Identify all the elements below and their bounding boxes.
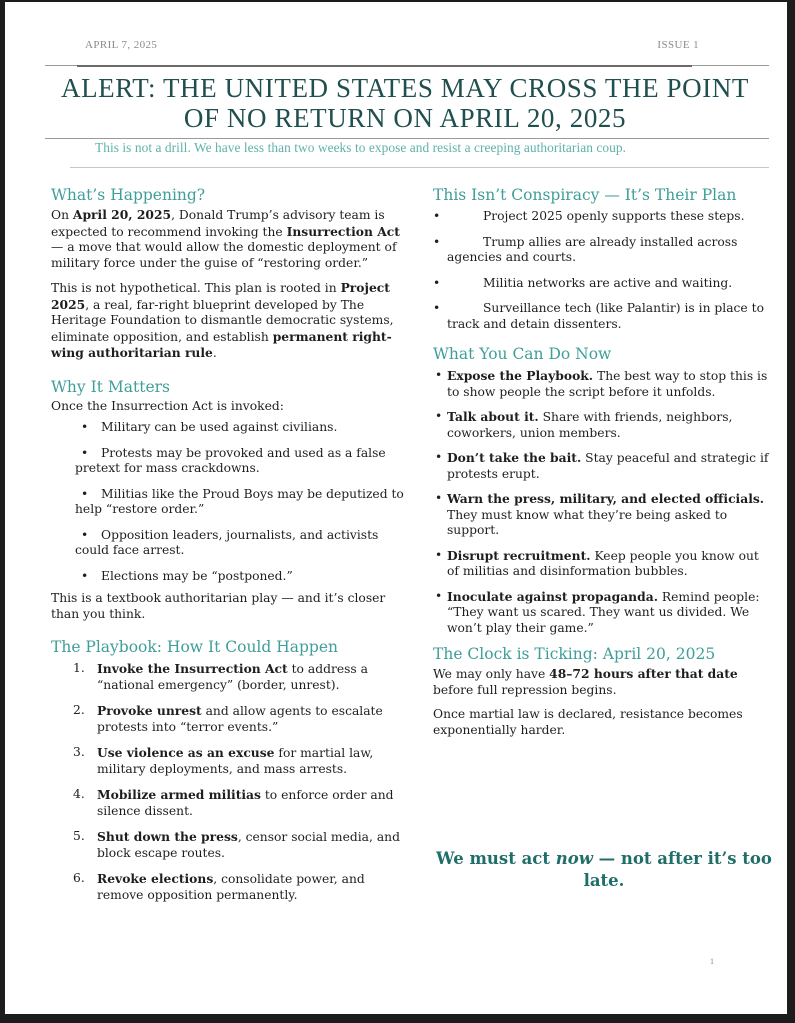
- list-item-lead: Provoke unrest: [97, 703, 202, 718]
- bullet-icon: •: [81, 568, 89, 583]
- list-item-text: Elections may be “postponed.”: [101, 568, 293, 583]
- list-item-text: to enforce order and silence dissent.: [97, 788, 394, 818]
- list-item: [51, 487, 411, 518]
- list-item: [433, 209, 773, 225]
- list-item: [433, 368, 773, 400]
- bullet-icon: •: [81, 486, 89, 501]
- section-conspiracy: [433, 185, 773, 332]
- list-item-text: for martial law, military deployments, and mass arrests.: [97, 746, 374, 776]
- list-item-text: Protests may be provoked and used as a false pretext for mass crackdowns.: [75, 445, 386, 475]
- body-text: On: [51, 208, 73, 222]
- page-number: 1: [710, 957, 714, 966]
- list-item-text: Militias like the Proud Boys may be deputized to help “restore order.”: [75, 486, 404, 516]
- list-item-text: to address a “national emergency” (border, unrest).: [97, 662, 368, 692]
- list-item: [433, 589, 773, 637]
- bullet-icon: •: [433, 209, 441, 223]
- page-title: [35, 73, 775, 133]
- list-item-text: Remind people: “They want us scared. They want us divided. We won’t play their game.”: [447, 589, 760, 635]
- numbered-list: [51, 661, 411, 903]
- header-rule-mid: [45, 138, 769, 139]
- cta-text-before: We must act: [436, 849, 556, 868]
- bullet-icon: •: [435, 450, 443, 464]
- list-item-lead: Warn the press, military, and elected officials.: [447, 491, 765, 506]
- bullet-icon: •: [433, 301, 441, 315]
- list-item-text: Military can be used against civilians.: [101, 420, 338, 434]
- paragraph: [433, 666, 773, 698]
- section-intro: Once the Insurrection Act is invoked:: [51, 398, 284, 413]
- list-item-lead: Inoculate against propaganda.: [447, 588, 658, 604]
- bullet-icon: •: [435, 409, 443, 423]
- cta-text-after: — not after it’s too late.: [583, 849, 772, 890]
- bullet-icon: •: [81, 420, 89, 434]
- header-rule-top-accent: [77, 65, 692, 67]
- section-heading: The Playbook: How It Could Happen: [51, 638, 338, 656]
- list-item: [51, 446, 411, 477]
- list-item-lead: Revoke elections: [97, 871, 214, 886]
- section-outro: This is a textbook authoritarian play — and it’s closer than you think.: [51, 591, 386, 621]
- section-heading: What You Can Do Now: [433, 345, 612, 363]
- issue-date: APRIL 7, 2025: [85, 39, 158, 51]
- bullet-icon: •: [435, 588, 443, 603]
- list-number: 2.: [73, 703, 85, 717]
- list-item: [51, 703, 411, 735]
- body-text: We may only have: [433, 667, 550, 681]
- bullet-list: [433, 209, 773, 332]
- header-rule-bottom: [70, 167, 769, 168]
- body-text: before full repression begins.: [433, 682, 617, 697]
- section-heading: The Clock is Ticking: April 20, 2025: [433, 645, 716, 663]
- list-item: [51, 745, 411, 777]
- list-item-lead: Invoke the Insurrection Act: [97, 661, 288, 676]
- list-item-text: Share with friends, neighbors, coworkers, union members.: [447, 410, 733, 440]
- section-whats-happening: [51, 185, 411, 362]
- section-what-you-can-do: [433, 344, 773, 636]
- list-number: 3.: [73, 745, 85, 759]
- right-column: [433, 185, 773, 738]
- list-item: [433, 548, 773, 580]
- bullet-icon: •: [433, 234, 441, 249]
- bullet-icon: •: [81, 445, 89, 460]
- list-item-text: Stay peaceful and strategic if protests erupt.: [447, 451, 769, 481]
- list-number: 4.: [73, 787, 85, 801]
- emphasis-text: April 20, 2025: [72, 207, 172, 222]
- bullet-list: [51, 420, 411, 584]
- list-item-text: , censor social media, and block escape routes.: [97, 830, 400, 860]
- emphasis-text: Project 2025: [51, 280, 390, 312]
- list-item-text: They must know what they’re being asked to support.: [447, 507, 728, 537]
- list-item: [433, 301, 773, 332]
- bullet-icon: •: [435, 368, 443, 382]
- list-item-text: Surveillance tech (like Palantir) is in place to track and detain dissenters.: [447, 301, 764, 331]
- section-why-it-matters: [51, 377, 411, 623]
- list-item: [51, 787, 411, 819]
- section-heading: This Isn’t Conspiracy — It’s Their Plan: [433, 186, 737, 204]
- newsletter-page: [5, 2, 787, 1014]
- list-item: [433, 235, 773, 266]
- list-item: [433, 276, 773, 292]
- emphasis-text: permanent right-wing authoritarian rule: [51, 328, 392, 360]
- section-clock-ticking: [433, 644, 773, 738]
- title-line-1: ALERT: THE UNITED STATES MAY CROSS THE POINT: [60, 73, 750, 103]
- list-item-lead: Talk about it.: [447, 409, 539, 424]
- body-text: Once martial law is declared, resistance becomes exponentially harder.: [433, 707, 743, 737]
- body-text: — a move that would allow the domestic deployment of military force under the guise of “restoring order.”: [51, 240, 397, 270]
- paragraph: [51, 280, 411, 362]
- section-playbook: [51, 637, 411, 903]
- list-item: [51, 569, 411, 585]
- body-text: , a real, far-right blueprint developed by The Heritage Foundation to dismantle democratic systems, eliminate opposition, and establish: [51, 297, 394, 344]
- paragraph: [433, 707, 773, 738]
- list-item: [51, 661, 411, 693]
- list-item-text: Militia networks are active and waiting.: [483, 275, 733, 290]
- section-heading: Why It Matters: [51, 377, 170, 396]
- list-item-text: and allow agents to escalate protests into “terror events.”: [97, 704, 383, 734]
- bullet-icon: •: [435, 547, 443, 562]
- list-number: 6.: [73, 871, 85, 885]
- list-item-lead: Mobilize armed militias: [97, 787, 261, 802]
- list-item-text: Keep people you know out of militias and disinformation bubbles.: [447, 548, 759, 578]
- page-subtitle: This is not a drill. We have less than two weeks to expose and resist a creeping authoritarian coup.: [95, 140, 626, 155]
- title-line-2: OF NO RETURN ON APRIL 20, 2025: [183, 103, 627, 133]
- bullet-icon: •: [433, 275, 441, 290]
- list-item-lead: Disrupt recruitment.: [447, 547, 591, 563]
- list-item: [51, 420, 411, 436]
- list-item-text: The best way to stop this is to show people the script before it unfolds.: [447, 369, 768, 399]
- list-item-lead: Expose the Playbook.: [447, 368, 594, 383]
- issue-number: ISSUE 1: [657, 39, 699, 51]
- call-to-action: [435, 848, 773, 892]
- list-item: [433, 491, 773, 539]
- list-item-lead: Use violence as an excuse: [97, 745, 275, 760]
- header-meta: [85, 39, 699, 51]
- list-item-text: Trump allies are already installed across agencies and courts.: [447, 234, 738, 264]
- bullet-icon: •: [81, 527, 89, 542]
- emphasis-text: 48–72 hours after that date: [549, 666, 738, 681]
- list-item-text: , consolidate power, and remove opposition permanently.: [97, 872, 365, 902]
- bullet-list: [433, 368, 773, 636]
- list-item-text: Opposition leaders, journalists, and activists could face arrest.: [75, 527, 379, 557]
- body-text: .: [212, 346, 217, 360]
- list-number: 1.: [73, 661, 85, 675]
- list-item-lead: Shut down the press: [97, 829, 238, 844]
- body-text: This is not hypothetical. This plan is rooted in: [51, 281, 341, 295]
- list-number: 5.: [73, 829, 85, 843]
- list-item: [51, 528, 411, 559]
- list-item: [433, 450, 773, 482]
- emphasis-text: Insurrection Act: [286, 223, 400, 239]
- list-item: [433, 409, 773, 441]
- body-text: , Donald Trump’s advisory team is expected to recommend invoking the: [51, 208, 385, 239]
- list-item: [51, 871, 411, 903]
- list-item-lead: Don’t take the bait.: [447, 450, 582, 465]
- bullet-icon: •: [435, 491, 443, 505]
- section-heading: What’s Happening?: [51, 186, 206, 204]
- list-item-text: Project 2025 openly supports these steps.: [483, 209, 745, 223]
- list-item: [51, 829, 411, 861]
- cta-emphasis: now: [555, 849, 593, 868]
- paragraph: [51, 207, 411, 271]
- left-column: [51, 185, 411, 913]
